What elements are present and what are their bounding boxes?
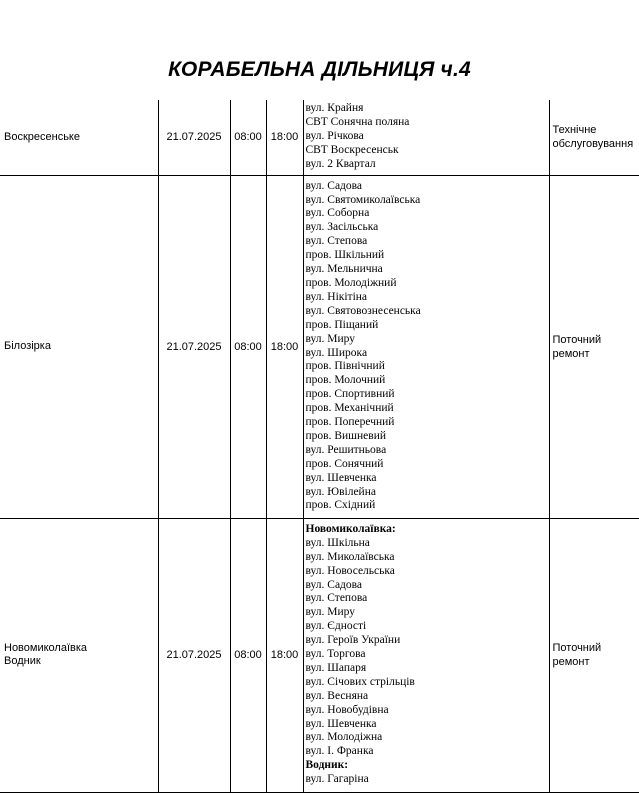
street-item: вул. Шевченка [306, 472, 549, 486]
schedule-table [0, 100, 639, 793]
street-item: вул. Решитньова [306, 444, 549, 458]
work-type-text: ремонт [553, 655, 639, 669]
work-type-cell [549, 100, 639, 175]
street-item: вул. Гагаріна [306, 773, 549, 787]
end-time-cell: 18:00 [266, 518, 303, 792]
table-row [0, 100, 639, 175]
work-type-cell [549, 518, 639, 792]
street-item: вул. Молодіжна [306, 731, 549, 745]
street-item: вул. Січових стрільців [306, 676, 549, 690]
street-item: вул. 2 Квартал [306, 158, 549, 172]
street-item: пров. Вишневий [306, 430, 549, 444]
page-title: КОРАБЕЛЬНА ДІЛЬНИЦЯ ч.4 [0, 58, 639, 82]
street-item: пров. Шкільний [306, 249, 549, 263]
settlement-header: Водник: [306, 759, 549, 773]
street-item: вул. Засільська [306, 221, 549, 235]
location-cell [0, 175, 158, 518]
street-item: вул. Ювілейна [306, 486, 549, 500]
start-time-cell: 08:00 [230, 175, 266, 518]
location-cell [0, 518, 158, 792]
street-item: пров. Поперечний [306, 416, 549, 430]
location-cell [0, 100, 158, 175]
street-item: вул. Героїв України [306, 634, 549, 648]
end-time-cell: 18:00 [266, 175, 303, 518]
street-item: пров. Молодіжний [306, 277, 549, 291]
street-item: вул. Широка [306, 347, 549, 361]
settlement-header: Новомиколаївка: [306, 523, 549, 537]
street-item: СВТ Сонячна поляна [306, 116, 549, 130]
street-item: пров. Північний [306, 360, 549, 374]
schedule-table-body [0, 100, 639, 792]
location-name: Водник [4, 655, 158, 668]
date-cell: 21.07.2025 [158, 175, 230, 518]
location-name: Білозірка [4, 340, 158, 353]
work-type-text: Поточний [553, 333, 639, 347]
street-item: пров. Східний [306, 499, 549, 513]
start-time-cell: 08:00 [230, 100, 266, 175]
street-item: вул. Степова [306, 592, 549, 606]
street-item: пров. Піщаний [306, 319, 549, 333]
street-item: вул. Крайня [306, 102, 549, 116]
work-type-text: обслуговування [553, 137, 639, 151]
location-name: Новомиколаївка [4, 642, 158, 655]
date-cell: 21.07.2025 [158, 100, 230, 175]
street-item: вул. Весняна [306, 690, 549, 704]
street-item: вул. Єдності [306, 620, 549, 634]
table-row [0, 518, 639, 792]
street-item: пров. Сонячний [306, 458, 549, 472]
date-cell: 21.07.2025 [158, 518, 230, 792]
street-item: вул. Торгова [306, 648, 549, 662]
streets-cell [303, 175, 549, 518]
street-item: вул. Святомиколаївська [306, 194, 549, 208]
street-item: пров. Спортивний [306, 388, 549, 402]
street-item: вул. Святовознесенська [306, 305, 549, 319]
street-item: вул. Шапаря [306, 662, 549, 676]
street-item: вул. Новосельська [306, 565, 549, 579]
street-item: вул. Соборна [306, 207, 549, 221]
table-row [0, 175, 639, 518]
street-item: вул. Степова [306, 235, 549, 249]
street-item: вул. Садова [306, 579, 549, 593]
work-type-text: Технічне [553, 123, 639, 137]
location-name: Воскресенське [4, 131, 158, 144]
streets-cell [303, 518, 549, 792]
start-time-cell: 08:00 [230, 518, 266, 792]
street-item: вул. І. Франка [306, 745, 549, 759]
street-item: вул. Миру [306, 606, 549, 620]
street-item: вул. Миру [306, 333, 549, 347]
street-item: вул. Нікітіна [306, 291, 549, 305]
work-type-text: ремонт [553, 347, 639, 361]
work-type-cell [549, 175, 639, 518]
street-item: вул. Шевченка [306, 718, 549, 732]
end-time-cell: 18:00 [266, 100, 303, 175]
street-item: вул. Шкільна [306, 537, 549, 551]
street-item: вул. Мельнична [306, 263, 549, 277]
street-item: вул. Садова [306, 180, 549, 194]
street-item: вул. Річкова [306, 130, 549, 144]
street-item: вул. Новобудівна [306, 704, 549, 718]
street-item: вул. Миколаївська [306, 551, 549, 565]
street-item: пров. Молочний [306, 374, 549, 388]
streets-cell [303, 100, 549, 175]
work-type-text: Поточний [553, 641, 639, 655]
street-item: пров. Механічний [306, 402, 549, 416]
street-item: СВТ Воскресенськ [306, 144, 549, 158]
